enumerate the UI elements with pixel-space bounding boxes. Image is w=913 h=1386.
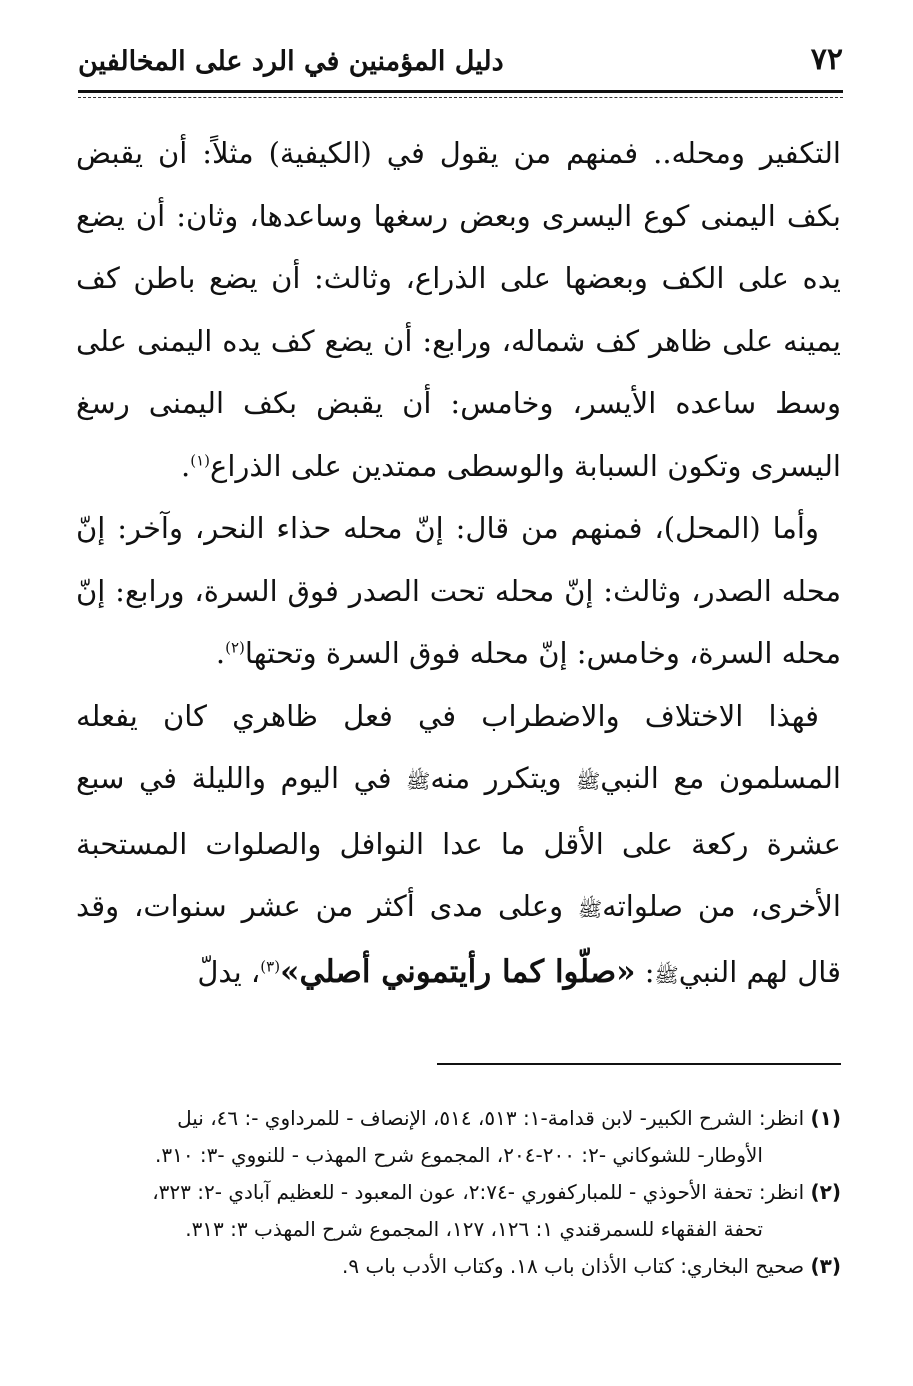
paragraph-3-text-e: : — [635, 954, 655, 989]
footnote-number: (٢) — [810, 1180, 841, 1204]
paragraph-3-text-a: فهذا الاختلاف والاضطراب في فعل ظاهري كان يفعله المسلمون مع النبي — [76, 698, 841, 795]
footnote-text-continued: الأوطار- للشوكاني -٢: ٢٠٠-٢٠٤، المجموع شرح المهذب - للنووي -٣: ٣١٠. — [154, 1143, 763, 1167]
paragraph-1 — [76, 122, 841, 497]
paragraph-3-end: ، يدلّ — [197, 954, 261, 989]
main-text — [76, 122, 841, 1006]
footnote-ref-2[interactable]: (٢) — [225, 638, 245, 657]
paragraph-3 — [76, 685, 841, 1007]
paragraph-2 — [76, 497, 841, 685]
footnote-2 — [76, 1174, 841, 1248]
footnote-text: انظر: الشرح الكبير- لابن قدامة-١: ٥١٣، ٥١٤، الإنصاف - للمرداوي -: ٤٦، نيل — [177, 1106, 805, 1130]
paragraph-3-text-c: في اليوم والليلة في سبع عشرة ركعة على الأقل ما عدا النوافل والصلوات المستحبة الأخرى، من صلواته — [76, 761, 841, 923]
footnote-text-continued: تحفة الفقهاء للسمرقندي ١: ١٢٦، ١٢٧، المجموع شرح المهذب ٣: ٣١٣. — [185, 1217, 763, 1241]
paragraph-1-text: التكفير ومحله.. فمنهم من يقول في (الكيفية) مثلاً: أن يقبض بكف اليمنى كوع اليسرى وبعض رسغها وساعدها، وثان: أن يضع يده على الكف وبعضها على الذراع، وثالث: أن يضع باطن كف يمينه على ظاهر كف شماله، ورابع: أن يضع كف يده اليمنى على وسط ساعده الأيسر، وخامس: أن يقبض بكف اليمنى رسغ اليسرى وتكون السبابة والوسطى ممتدين على الذراع — [76, 136, 841, 483]
footnote-ref-1[interactable]: (١) — [190, 450, 211, 469]
page-header — [78, 40, 843, 86]
hadith-quote: «صلّوا كما رأيتموني أصلي» — [280, 953, 636, 990]
salawat-glyph: ﷺ — [406, 769, 431, 793]
salawat-glyph: ﷺ — [654, 962, 679, 987]
header-dashed-rule — [78, 97, 843, 98]
running-title: دليل المؤمنين في الرد على المخالفين — [78, 46, 504, 77]
footnote-number: (٣) — [810, 1254, 841, 1278]
paragraph-3-text-b: ويتكرر منه — [430, 761, 577, 795]
footnote-number: (١) — [810, 1106, 841, 1130]
footnote-1 — [76, 1100, 841, 1174]
page-number: ٧٢ — [810, 42, 843, 77]
paragraph-1-end: . — [181, 448, 191, 483]
paragraph-2-end: . — [215, 636, 226, 670]
footnotes — [76, 1100, 841, 1285]
footnote-ref-3[interactable]: (٣) — [260, 956, 281, 975]
footnote-text: انظر: تحفة الأحوذي - للمباركفوري -٢:٧٤، عون المعبود - للعظيم آبادي -٢: ٣٢٣، — [152, 1180, 805, 1204]
paragraph-3-text-d: وعلى مدى أكثر من عشر سنوات، وقد قال لهم النبي — [76, 889, 841, 989]
header-rule — [78, 90, 843, 93]
paragraph-2-text: وأما (المحل)، فمنهم من قال: إنّ محله حذاء النحر، وآخر: إنّ محله الصدر، وثالث: إنّ محله تحت الصدر فوق السرة، ورابع: إنّ محله السرة، وخامس: إنّ محله فوق السرة وتحتها — [76, 511, 841, 670]
salawat-glyph: ﷺ — [577, 897, 603, 921]
footnote-text: صحيح البخاري: كتاب الأذان باب ١٨. وكتاب الأدب باب ٩. — [341, 1254, 805, 1278]
footnote-3 — [76, 1248, 841, 1285]
footnote-separator — [437, 1063, 841, 1065]
salawat-glyph: ﷺ — [576, 769, 601, 793]
